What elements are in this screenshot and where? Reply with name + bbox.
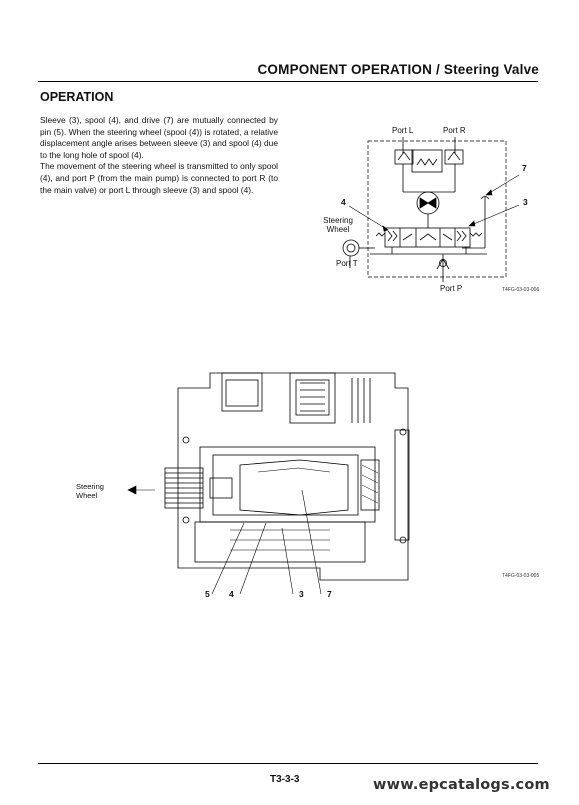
figure-code-section: T4FG-03-03-005 xyxy=(502,573,540,579)
callout-7-top: 7 xyxy=(522,163,527,173)
paragraph-1: Sleeve (3), spool (4), and drive (7) are mutually connected by pin (5). When the steering wheel (spool (4)) is rotated, a relative displacement angle arises between sleeve (3) and spool (4) due to the long hole of spool (4). xyxy=(40,115,278,160)
label-port-r: Port R xyxy=(443,126,466,135)
page-header-title: COMPONENT OPERATION / Steering Valve xyxy=(257,62,539,77)
label-port-t: Port T xyxy=(336,259,358,268)
label-port-l: Port L xyxy=(392,126,414,135)
figure-code-top: T4FG-03-03-006 xyxy=(502,287,540,293)
callout-4-section: 4 xyxy=(229,589,234,599)
label-port-p: Port P xyxy=(440,284,463,293)
footer-rule xyxy=(38,763,538,764)
page-number: T3-3-3 xyxy=(270,774,300,785)
label-steering-wheel-section: Steering Wheel xyxy=(76,482,104,500)
callout-5: 5 xyxy=(205,589,210,599)
callout-3-section: 3 xyxy=(299,589,304,599)
paragraph-2: The movement of the steering wheel is transmitted to only spool (4), and port P (from the main pump) is connected to port R (to the main valve) or port L through sleeve (3) and spool (4). xyxy=(40,161,278,195)
callout-7-section: 7 xyxy=(327,589,332,599)
watermark: www.epcatalogs.com xyxy=(373,777,550,793)
section-heading: OPERATION xyxy=(40,90,114,104)
callout-3-top: 3 xyxy=(523,197,528,207)
label-steering-wheel-top: Steering Wheel xyxy=(323,216,353,234)
callout-4-top: 4 xyxy=(341,197,346,207)
